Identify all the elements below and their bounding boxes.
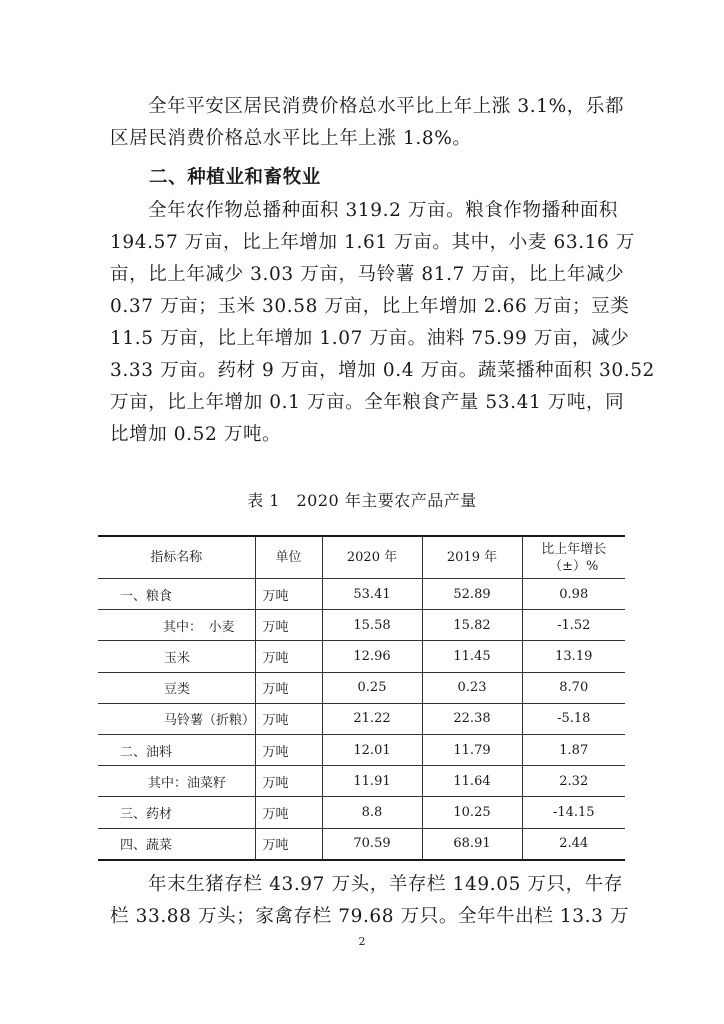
row-growth: -5.18 [522, 703, 625, 734]
section-heading: 二、种植业和畜牧业 [149, 167, 321, 188]
table-header-row [98, 536, 625, 579]
row-2019: 15.82 [422, 610, 522, 641]
table-row [98, 766, 625, 797]
row-unit: 万吨 [255, 797, 322, 828]
header-indicator: 指标名称 [98, 536, 255, 579]
row-unit: 万吨 [255, 610, 322, 641]
paragraph-line: 亩，比上年减少 3.03 万亩，马铃薯 81.7 万亩，比上年减少 [110, 264, 625, 285]
paragraph-line: 3.33 万亩。药材 9 万亩，增加 0.4 万亩。蔬菜播种面积 30.52 [110, 360, 655, 381]
production-table [98, 535, 625, 861]
row-2019: 52.89 [422, 579, 522, 610]
row-2019: 0.23 [422, 672, 522, 703]
row-growth: 13.19 [522, 641, 625, 672]
header-growth-line1: 比上年增长 [541, 541, 607, 557]
paragraph-crops [110, 195, 655, 451]
table-row [98, 734, 625, 765]
header-2019: 2019 年 [422, 536, 522, 579]
row-growth: 0.98 [522, 579, 625, 610]
page-number: 2 [358, 935, 366, 948]
row-name: 二、油料 [98, 734, 255, 765]
row-2019: 11.79 [422, 734, 522, 765]
paragraph-livestock [110, 869, 630, 933]
header-2020: 2020 年 [322, 536, 422, 579]
row-2019: 10.25 [422, 797, 522, 828]
paragraph-line: 年末生猪存栏 43.97 万头，羊存栏 149.05 万只，牛存 [148, 874, 623, 895]
row-unit: 万吨 [255, 734, 322, 765]
row-name: 豆类 [98, 672, 255, 703]
paragraph-line: 194.57 万亩，比上年增加 1.61 万亩。其中，小麦 63.16 万 [110, 232, 635, 253]
row-unit: 万吨 [255, 672, 322, 703]
row-name: 玉米 [98, 641, 255, 672]
table-row [98, 579, 625, 610]
header-growth [522, 536, 625, 579]
table-row [98, 703, 625, 734]
paragraph-line: 0.37 万亩；玉米 30.58 万亩，比上年增加 2.66 万亩；豆类 [110, 296, 630, 317]
row-growth: 2.44 [522, 828, 625, 860]
paragraph-cpi [110, 91, 625, 155]
row-growth: 1.87 [522, 734, 625, 765]
row-2020: 15.58 [322, 610, 422, 641]
row-growth: -1.52 [522, 610, 625, 641]
row-name: 四、蔬菜 [98, 828, 255, 860]
row-2019: 11.45 [422, 641, 522, 672]
row-growth: 8.70 [522, 672, 625, 703]
row-2019: 11.64 [422, 766, 522, 797]
row-name: 其中： 小麦 [98, 610, 255, 641]
table-row [98, 641, 625, 672]
paragraph-line: 万亩，比上年增加 0.1 万亩。全年粮食产量 53.41 万吨，同 [110, 392, 625, 413]
row-2019: 68.91 [422, 828, 522, 860]
row-2020: 12.96 [322, 641, 422, 672]
row-name: 一、粮食 [98, 579, 255, 610]
header-unit: 单位 [255, 536, 322, 579]
row-unit: 万吨 [255, 766, 322, 797]
paragraph-line: 区居民消费价格总水平比上年上涨 1.8%。 [110, 128, 472, 149]
row-growth: 2.32 [522, 766, 625, 797]
table-row [98, 797, 625, 828]
table-row [98, 610, 625, 641]
row-2020: 53.41 [322, 579, 422, 610]
paragraph-line: 11.5 万亩，比上年增加 1.07 万亩。油料 75.99 万亩，减少 [110, 328, 630, 349]
row-2020: 21.22 [322, 703, 422, 734]
paragraph-line: 全年平安区居民消费价格总水平比上年上涨 3.1%，乐都 [148, 96, 625, 117]
header-growth-line2: （±）% [549, 558, 599, 574]
paragraph-line: 栏 33.88 万头；家禽存栏 79.68 万只。全年牛出栏 13.3 万 [110, 906, 630, 927]
paragraph-line: 全年农作物总播种面积 319.2 万亩。粮食作物播种面积 [148, 200, 619, 221]
row-unit: 万吨 [255, 579, 322, 610]
paragraph-line: 比增加 0.52 万吨。 [110, 424, 282, 445]
row-growth: -14.15 [522, 797, 625, 828]
row-2020: 12.01 [322, 734, 422, 765]
row-2020: 0.25 [322, 672, 422, 703]
row-name: 其中：油菜籽 [98, 766, 255, 797]
row-2019: 22.38 [422, 703, 522, 734]
row-name: 马铃薯（折粮） [98, 703, 255, 734]
row-2020: 11.91 [322, 766, 422, 797]
row-2020: 8.8 [322, 797, 422, 828]
row-unit: 万吨 [255, 703, 322, 734]
table-row [98, 672, 625, 703]
table-caption: 表 1 2020 年主要农产品产量 [247, 491, 477, 510]
row-name: 三、药材 [98, 797, 255, 828]
table-row [98, 828, 625, 860]
row-2020: 70.59 [322, 828, 422, 860]
row-unit: 万吨 [255, 828, 322, 860]
row-unit: 万吨 [255, 641, 322, 672]
